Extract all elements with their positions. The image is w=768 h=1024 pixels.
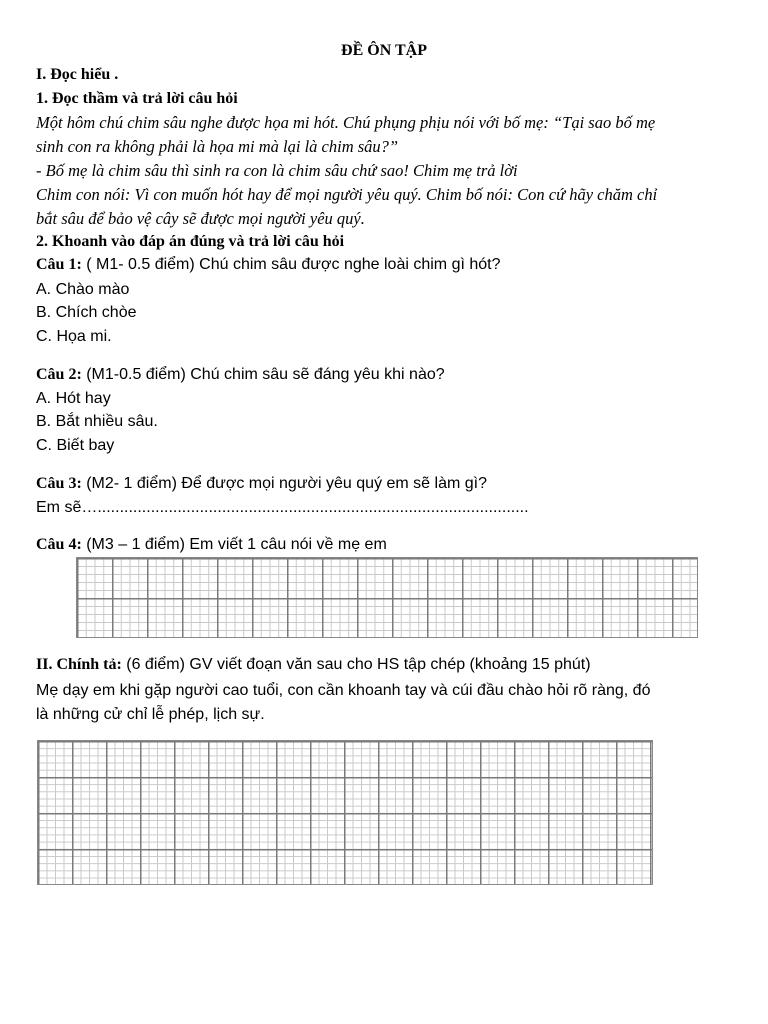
question-label: Câu 2: bbox=[36, 366, 82, 383]
question-label: Câu 4: bbox=[36, 536, 82, 553]
option-2c: C. Biết bay bbox=[36, 437, 115, 454]
dictation-passage-line: là những cử chỉ lễ phép, lịch sự. bbox=[36, 706, 265, 723]
section-2-label: II. Chính tả: bbox=[36, 656, 122, 673]
story-line: bắt sâu để bảo vệ cây sẽ được mọi người yêu quý. bbox=[36, 209, 365, 228]
question-text: ( M1- 0.5 điểm) Chú chim sâu được nghe loài chim gì hót? bbox=[81, 256, 501, 273]
question-label: Câu 3: bbox=[36, 475, 82, 492]
section-1-heading: I. Đọc hiểu . bbox=[36, 66, 119, 83]
story-line: sinh con ra không phải là họa mi mà lại là chim sâu?” bbox=[36, 137, 399, 156]
question-text: (M3 – 1 điểm) Em viết 1 câu nói về mẹ em bbox=[81, 536, 387, 553]
question-label: Câu 1: bbox=[36, 256, 82, 273]
option-2b: B. Bắt nhiều sâu. bbox=[36, 413, 158, 430]
page-title: ĐỀ ÔN TẬP bbox=[341, 42, 427, 59]
writing-grid-question-4[interactable] bbox=[76, 557, 698, 638]
question-text: (M2- 1 điểm) Để được mọi người yêu quý em sẽ làm gì? bbox=[81, 475, 487, 492]
question-2 bbox=[36, 366, 445, 384]
story-line: Chim con nói: Vì con muốn hót hay để mọi người yêu quý. Chim bố nói: Con cứ hãy chăm chỉ bbox=[36, 185, 658, 204]
section-2-intro: (6 điểm) GV viết đoạn văn sau cho HS tập chép (khoảng 15 phút) bbox=[121, 656, 591, 673]
option-1a: A. Chào mào bbox=[36, 281, 130, 298]
dictation-passage-line: Mẹ dạy em khi gặp người cao tuổi, con cần khoanh tay và cúi đầu chào hỏi rõ ràng, đó bbox=[36, 682, 651, 699]
option-2a: A. Hót hay bbox=[36, 390, 111, 407]
question-1 bbox=[36, 256, 501, 274]
option-1b: B. Chích chòe bbox=[36, 304, 137, 321]
answer-line[interactable]: Em sẽ…................................................................................................. bbox=[36, 499, 529, 516]
story-line: - Bố mẹ là chim sâu thì sinh ra con là chim sâu chứ sao! Chim mẹ trả lời bbox=[36, 161, 518, 180]
option-1c: C. Họa mi. bbox=[36, 328, 112, 345]
section-2-heading bbox=[36, 656, 591, 674]
writing-grid-dictation[interactable] bbox=[37, 740, 653, 885]
question-4 bbox=[36, 536, 387, 554]
question-3 bbox=[36, 475, 487, 493]
question-text: (M1-0.5 điểm) Chú chim sâu sẽ đáng yêu khi nào? bbox=[81, 366, 445, 383]
story-line: Một hôm chú chim sâu nghe được họa mi hót. Chú phụng phịu nói với bố mẹ: “Tại sao bố mẹ bbox=[36, 113, 656, 132]
reading-instruction: 1. Đọc thầm và trả lời câu hỏi bbox=[36, 90, 238, 107]
answer-instruction: 2. Khoanh vào đáp án đúng và trả lời câu hỏi bbox=[36, 233, 345, 250]
